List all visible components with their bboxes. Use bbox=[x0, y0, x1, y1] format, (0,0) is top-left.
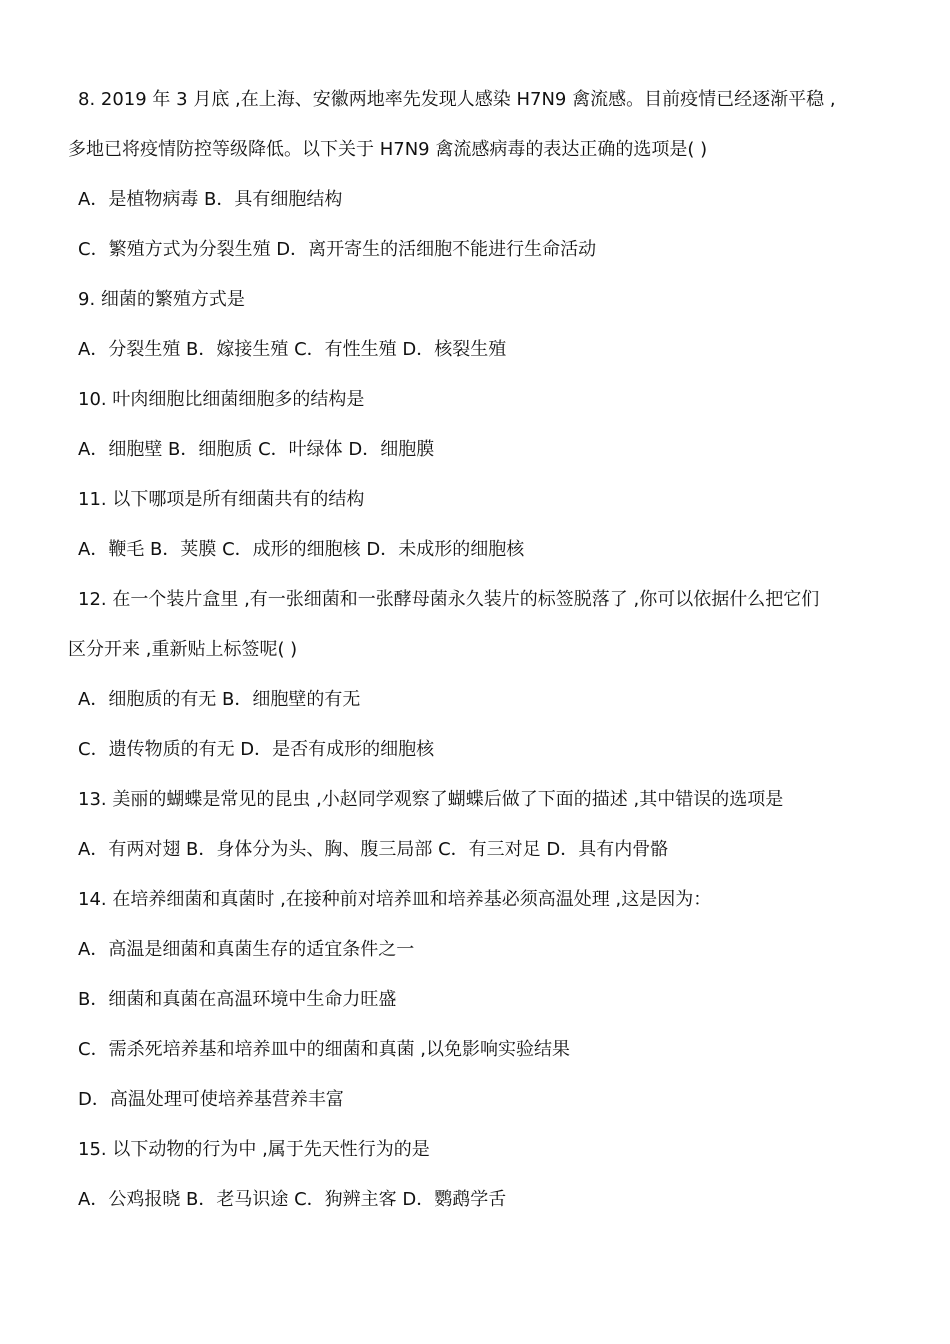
question-14-stem: 14. 在培养细菌和真菌时 ,在接种前对培养皿和培养基必须高温处理 ,这是因为： bbox=[78, 889, 712, 910]
question-12-options-ab: A．细胞质的有无 B．细胞壁的有无 bbox=[78, 689, 361, 710]
question-15-options: A．公鸡报晓 B．老马识途 C．狗辨主客 D．鹦鹉学舌 bbox=[78, 1189, 507, 1210]
question-10-options: A．细胞壁 B．细胞质 C．叶绿体 D．细胞膜 bbox=[78, 439, 435, 460]
question-8-stem-line-1: 8. 2019 年 3 月底 ,在上海、安徽两地率先发现人感染 H7N9 禽流感。目前疫情已经逐渐平稳 , bbox=[78, 89, 836, 110]
question-14-option-a: A．高温是细菌和真菌生存的适宜条件之一 bbox=[78, 939, 415, 960]
question-12-stem-line-1: 12. 在一个装片盒里 ,有一张细菌和一张酵母菌永久装片的标签脱落了 ,你可以依据什么把它们 bbox=[78, 589, 820, 610]
question-12-stem-line-2: 区分开来 ,重新贴上标签呢( ) bbox=[68, 639, 298, 660]
question-13-options: A．有两对翅 B．身体分为头、胸、腹三局部 C．有三对足 D．具有内骨骼 bbox=[78, 839, 669, 860]
question-9-options: A．分裂生殖 B．嫁接生殖 C．有性生殖 D．核裂生殖 bbox=[78, 339, 507, 360]
question-8-options-cd: C．繁殖方式为分裂生殖 D．离开寄生的活细胞不能进行生命活动 bbox=[78, 239, 597, 260]
question-13-stem: 13. 美丽的蝴蝶是常见的昆虫 ,小赵同学观察了蝴蝶后做了下面的描述 ,其中错误的选项是 bbox=[78, 789, 784, 810]
question-9-stem: 9. 细菌的繁殖方式是 bbox=[78, 289, 245, 310]
question-8-options-ab: A．是植物病毒 B．具有细胞结构 bbox=[78, 189, 343, 210]
question-12-options-cd: C．遗传物质的有无 D．是否有成形的细胞核 bbox=[78, 739, 435, 760]
question-11-stem: 11. 以下哪项是所有细菌共有的结构 bbox=[78, 489, 365, 510]
question-14-option-d: D．高温处理可使培养基营养丰富 bbox=[78, 1089, 344, 1110]
question-15-stem: 15. 以下动物的行为中 ,属于先天性行为的是 bbox=[78, 1139, 430, 1160]
question-11-options: A．鞭毛 B．荚膜 C．成形的细胞核 D．未成形的细胞核 bbox=[78, 539, 525, 560]
question-8-stem-line-2: 多地已将疫情防控等级降低。以下关于 H7N9 禽流感病毒的表达正确的选项是( ) bbox=[68, 139, 708, 160]
question-14-option-c: C．需杀死培养基和培养皿中的细菌和真菌 ,以免影响实验结果 bbox=[78, 1039, 571, 1060]
question-10-stem: 10. 叶肉细胞比细菌细胞多的结构是 bbox=[78, 389, 365, 410]
question-14-option-b: B．细菌和真菌在高温环境中生命力旺盛 bbox=[78, 989, 397, 1010]
